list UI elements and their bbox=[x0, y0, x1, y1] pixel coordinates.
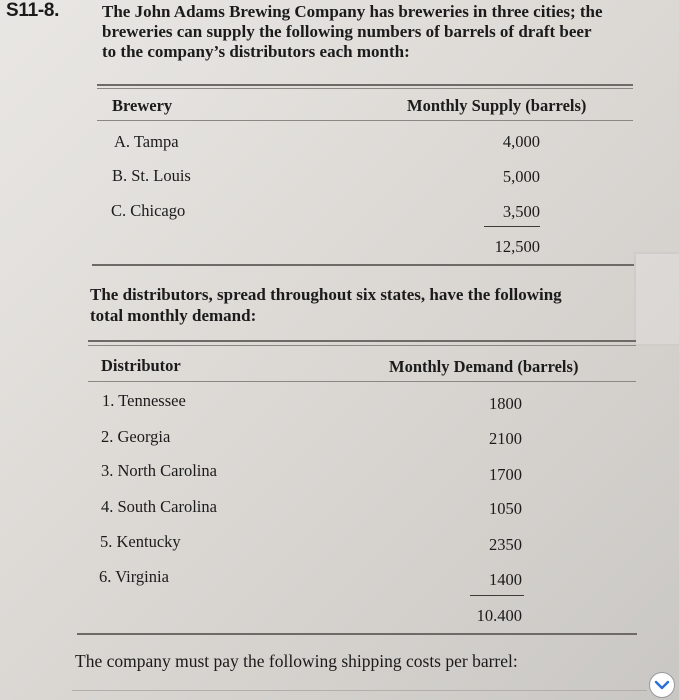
table-header-underline bbox=[88, 381, 636, 382]
supply-row-value: 5,000 bbox=[502, 167, 540, 186]
page-bottom-rule bbox=[72, 690, 647, 691]
demand-header-distributor: Distributor bbox=[101, 356, 181, 375]
distributor-intro bbox=[90, 284, 635, 326]
demand-row-name: 5. Kentucky bbox=[100, 532, 181, 551]
intro-line: The John Adams Brewing Company has breweries in three cities; the bbox=[102, 2, 603, 21]
demand-row-name: 1. Tennessee bbox=[102, 391, 186, 410]
supply-total: 12,500 bbox=[494, 237, 540, 256]
supply-header-brewery: Brewery bbox=[112, 96, 173, 115]
table-header-underline bbox=[97, 120, 633, 121]
demand-row-name: 4. South Carolina bbox=[101, 497, 217, 516]
intro-line: to the company’s distributors each month: bbox=[102, 42, 410, 61]
supply-row-value: 3,500 bbox=[502, 202, 540, 221]
problem-number: S11-8. bbox=[6, 0, 60, 21]
demand-row-value: 2100 bbox=[489, 429, 522, 448]
para-line: total monthly demand: bbox=[90, 306, 257, 325]
table-header-rule bbox=[88, 345, 636, 346]
table-header-rule bbox=[97, 88, 633, 89]
para-line: The distributors, spread throughout six states, have the following bbox=[90, 285, 562, 304]
demand-total: 10.400 bbox=[476, 606, 522, 625]
table-bottom-rule bbox=[77, 633, 637, 635]
total-underline bbox=[484, 226, 540, 227]
total-underline bbox=[470, 595, 524, 596]
demand-row-value: 1050 bbox=[489, 499, 522, 518]
supply-header-monthly-supply: Monthly Supply (barrels) bbox=[407, 96, 587, 115]
intro-line: breweries can supply the following numbers of barrels of draft beer bbox=[102, 22, 592, 41]
demand-row-value: 1700 bbox=[489, 465, 522, 484]
demand-row-name: 6. Virginia bbox=[99, 567, 169, 586]
demand-row-value: 1800 bbox=[489, 394, 522, 413]
supply-row-name: A. Tampa bbox=[114, 132, 179, 151]
supply-row-name: B. St. Louis bbox=[112, 166, 191, 185]
demand-row-name: 3. North Carolina bbox=[101, 461, 217, 480]
demand-row-value: 1400 bbox=[489, 570, 522, 589]
chevron-down-icon bbox=[654, 678, 670, 692]
table-top-rule bbox=[88, 340, 636, 342]
demand-row-value: 2350 bbox=[489, 535, 522, 554]
paper-edge bbox=[634, 252, 679, 346]
scroll-down-button[interactable] bbox=[649, 672, 675, 698]
table-bottom-rule bbox=[92, 264, 634, 266]
table-top-rule bbox=[97, 84, 633, 86]
problem-intro bbox=[102, 2, 647, 62]
demand-row-name: 2. Georgia bbox=[101, 427, 171, 446]
shipping-costs-line: The company must pay the following shipping costs per barrel: bbox=[75, 651, 518, 671]
demand-header-monthly-demand: Monthly Demand (barrels) bbox=[389, 357, 579, 376]
supply-row-value: 4,000 bbox=[502, 132, 540, 151]
supply-row-name: C. Chicago bbox=[111, 201, 186, 220]
